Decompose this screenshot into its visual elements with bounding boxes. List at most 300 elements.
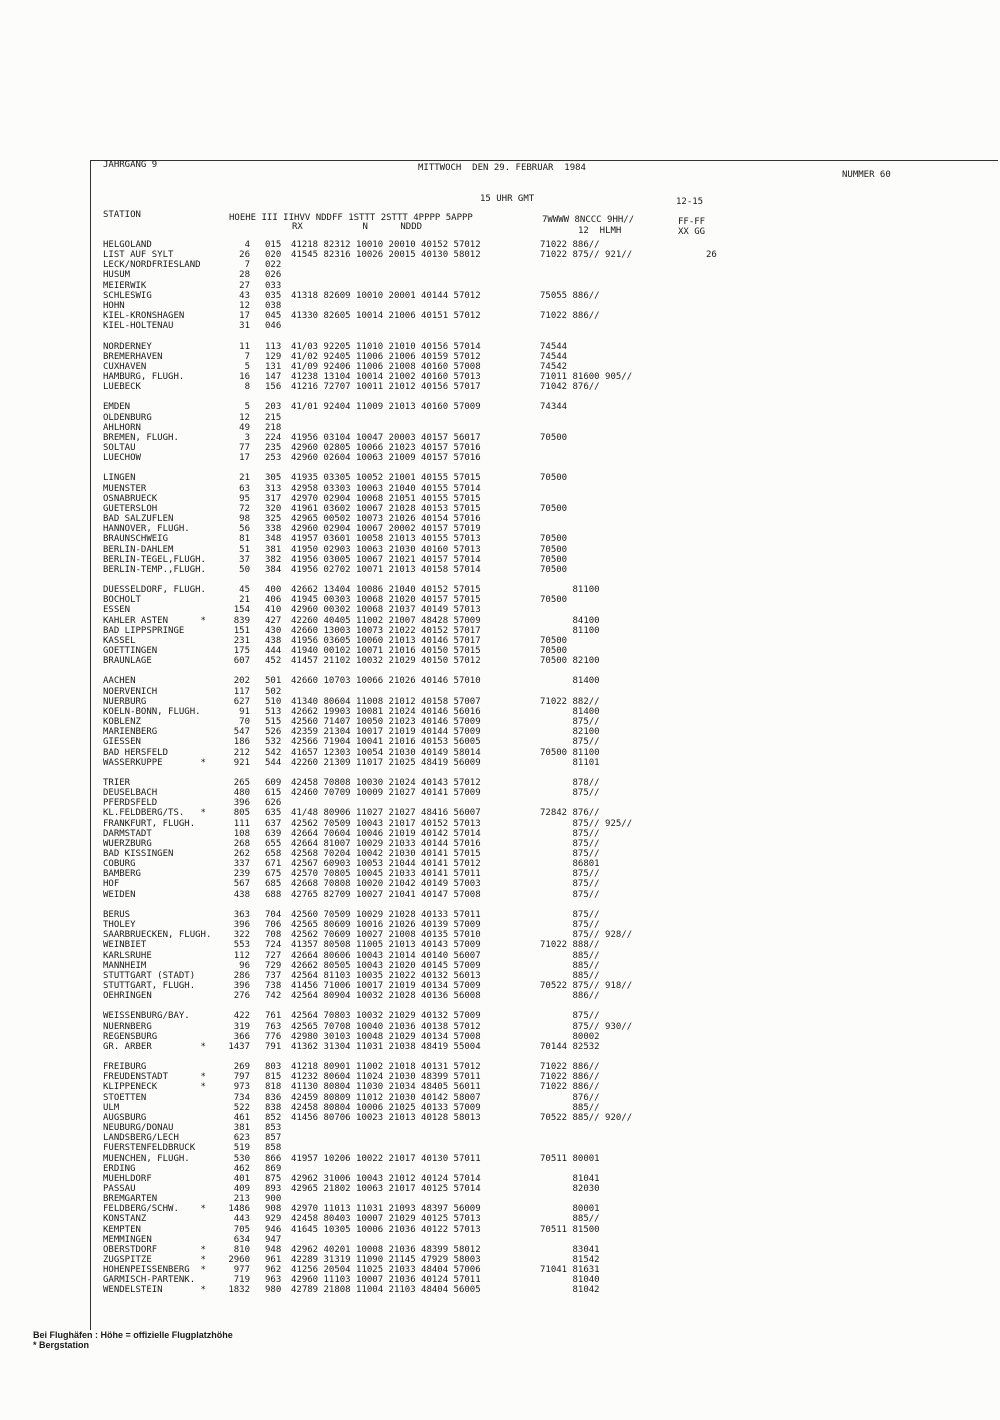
extra-groups: 70500 82100 (540, 656, 600, 667)
station-index: 542 (265, 747, 282, 758)
station-height: 27 (239, 280, 250, 291)
extra-groups: 875// (540, 849, 600, 859)
station-name: GOETTINGEN (103, 646, 158, 656)
synop-groups: 41238 13104 10014 21002 40160 57013 (291, 371, 481, 382)
station-name: OEHRINGEN (103, 991, 152, 1002)
station-height: 977 (233, 1265, 250, 1276)
table-row (0, 392, 1000, 402)
synop-groups: 42662 80505 10043 21020 40145 57009 (291, 960, 481, 971)
station-name: OBERSTDORF * (103, 1244, 206, 1255)
extra-groups: 71022 888// (540, 940, 600, 951)
table-row (0, 473, 1000, 483)
station-height: 634 (233, 1234, 250, 1245)
synop-groups: 41330 82605 10014 21006 40151 57012 (291, 311, 481, 322)
extra-groups: 81042 (540, 1285, 600, 1296)
synop-groups: 42660 10703 10066 21026 40146 57010 (291, 676, 481, 687)
extra-groups: 71022 886// (540, 1062, 600, 1073)
synop-groups: 42359 21304 10017 21019 40144 57009 (291, 727, 481, 738)
station-index: 131 (265, 361, 282, 372)
table-row (0, 1214, 1000, 1224)
table-row (0, 798, 1000, 808)
station-index: 704 (265, 909, 282, 920)
station-name: ESSEN (103, 605, 131, 616)
station-name: LINGEN (103, 473, 136, 484)
station-height: 438 (233, 889, 250, 900)
station-name: CUXHAVEN (103, 361, 147, 372)
station-name: GIESSEN (103, 737, 141, 748)
station-name: MEIERWIK (103, 280, 147, 291)
station-index: 818 (265, 1082, 282, 1093)
table-row (0, 636, 1000, 646)
station-index: 348 (265, 534, 282, 545)
synop-groups: 42458 80804 10006 21025 40133 57009 (291, 1102, 481, 1113)
station-name: FUERSTENFELDBRUCK (103, 1143, 196, 1154)
station-name: OLDENBURG (103, 412, 152, 423)
date-line: MITTWOCH DEN 29. FEBRUAR 1984 (418, 163, 586, 173)
synop-groups: 42458 80403 10007 21029 40125 57013 (291, 1214, 481, 1225)
station-name: LIST AUF SYLT (103, 250, 174, 261)
synop-groups: 42289 31319 11090 21145 47929 58003 (291, 1255, 481, 1265)
station-index: 325 (265, 514, 282, 525)
synop-groups: 42260 40405 11002 21007 48428 57009 (291, 615, 481, 626)
station-index: 305 (265, 473, 282, 484)
synop-groups: 42260 21309 11017 21025 48419 56009 (291, 757, 481, 768)
table-row (0, 1042, 1000, 1052)
synop-groups: 41/03 92205 11010 21010 40156 57014 (291, 341, 481, 352)
station-name: DEUSELBACH (103, 788, 158, 799)
station-name: GUETERSLOH (103, 503, 158, 514)
station-index: 501 (265, 676, 282, 687)
synop-groups: 42662 19903 10081 21024 40146 56016 (291, 706, 481, 717)
station-name: FRANKFURT, FLUGH. (103, 818, 196, 829)
table-row (0, 839, 1000, 849)
station-height: 11 (239, 341, 250, 352)
station-name: HOHN (103, 300, 125, 311)
extra-groups: 885// (540, 1102, 600, 1113)
table-row (0, 240, 1000, 250)
extra-groups: 885// (540, 970, 600, 981)
station-index: 908 (265, 1204, 282, 1215)
table-row (0, 453, 1000, 463)
extra-groups: 70500 (540, 534, 568, 545)
table-row (0, 463, 1000, 473)
station-name: BERLIN-DAHLEM (103, 544, 174, 555)
station-index: 384 (265, 564, 282, 575)
extra-groups: 875// (540, 920, 600, 931)
synop-groups: 42564 70803 10032 21029 40132 57009 (291, 1011, 481, 1022)
station-height: 7 (244, 351, 250, 362)
station-name: PFERDSFELD (103, 798, 158, 809)
extra-groups: 71022 886// (540, 1082, 600, 1093)
station-height: 319 (233, 1021, 250, 1032)
extra-groups: 875// (540, 879, 600, 890)
table-row (0, 504, 1000, 514)
extra-groups: 70500 (540, 595, 568, 606)
station-name: DARMSTADT (103, 828, 152, 839)
extra-groups: 81400 (540, 676, 600, 687)
synop-groups: 42459 80809 11012 21030 40142 58007 (291, 1092, 481, 1103)
station-index: 615 (265, 788, 282, 799)
code-col-header: HOEHE III IIHVV NDDFF 1STTT 2STTT 4PPPP 5APPP (229, 213, 473, 223)
table-row (0, 585, 1000, 595)
station-index: 020 (265, 250, 282, 261)
station-height: 381 (233, 1123, 250, 1134)
synop-groups: 41956 03104 10047 20003 40157 56017 (291, 432, 481, 443)
station-index: 510 (265, 696, 282, 707)
station-name: LECK/NORDFRIESLAND (103, 260, 201, 271)
synop-groups: 41961 03602 10067 21028 40153 57015 (291, 503, 481, 514)
extra-groups: 70522 875// 918// (540, 980, 633, 991)
table-row (0, 1164, 1000, 1174)
station-name: TRIER (103, 777, 131, 788)
extra-groups: 875// (540, 737, 600, 748)
table-row (0, 758, 1000, 768)
station-col-header: STATION (103, 210, 141, 220)
station-name: KAHLER ASTEN * (103, 615, 206, 626)
station-name: AUGSBURG (103, 1112, 147, 1123)
extra-groups: 81101 (540, 757, 600, 768)
station-index: 203 (265, 402, 282, 413)
station-index: 803 (265, 1062, 282, 1073)
station-index: 015 (265, 240, 282, 250)
table-row (0, 1184, 1000, 1194)
station-name: SOLTAU (103, 443, 136, 453)
station-index: 400 (265, 585, 282, 596)
synop-groups: 42962 31006 10043 21012 40124 57014 (291, 1173, 481, 1184)
station-height: 4 (244, 240, 250, 250)
table-row (0, 1235, 1000, 1245)
table-row (0, 981, 1000, 991)
station-index: 836 (265, 1092, 282, 1103)
table-row (0, 1113, 1000, 1123)
extra-groups: 886// (540, 991, 600, 1002)
station-name: STUTTGART (STADT) (103, 970, 196, 981)
synop-groups: 42664 70604 10046 21019 40142 57014 (291, 828, 481, 839)
station-height: 705 (233, 1224, 250, 1235)
station-index: 763 (265, 1021, 282, 1032)
extra-groups: 71022 886// (540, 1072, 600, 1083)
station-index: 791 (265, 1041, 282, 1052)
extra-groups: 70500 (540, 554, 568, 565)
table-row (0, 626, 1000, 636)
station-name: HELGOLAND (103, 240, 152, 250)
table-row (0, 1001, 1000, 1011)
station-height: 212 (233, 747, 250, 758)
table-row (0, 545, 1000, 555)
extra-groups: 81542 (540, 1255, 600, 1265)
station-height: 63 (239, 483, 250, 494)
station-height: 239 (233, 869, 250, 880)
station-height: 16 (239, 371, 250, 382)
table-row (0, 1194, 1000, 1204)
synop-groups: 42565 80609 10016 21026 40139 57009 (291, 920, 481, 931)
synop-groups: 42962 40201 10008 21036 48399 58012 (291, 1244, 481, 1255)
table-row (0, 737, 1000, 747)
table-row (0, 849, 1000, 859)
synop-groups: 41950 02903 10063 21030 40160 57013 (291, 544, 481, 555)
station-name: NORDERNEY (103, 341, 152, 352)
group-col-header-b: 12 HLMH (578, 226, 622, 236)
station-height: 112 (233, 950, 250, 961)
station-index: 858 (265, 1143, 282, 1154)
table-row (0, 869, 1000, 879)
station-index: 675 (265, 869, 282, 880)
station-index: 515 (265, 717, 282, 728)
station-height: 213 (233, 1194, 250, 1205)
station-index: 655 (265, 838, 282, 849)
synop-groups: 42562 70509 10043 21017 40152 57013 (291, 818, 481, 829)
extra-groups: 81400 (540, 706, 600, 717)
extra-groups: 71011 81600 905// (540, 371, 633, 382)
station-height: 45 (239, 585, 250, 596)
station-index: 893 (265, 1183, 282, 1194)
synop-groups: 41/01 92404 11009 21013 40160 57009 (291, 402, 481, 413)
station-height: 276 (233, 991, 250, 1002)
station-name: BAD HERSFELD (103, 747, 169, 758)
extra-groups: 70500 (540, 646, 568, 656)
station-index: 948 (265, 1244, 282, 1255)
extra-groups: 875// (540, 788, 600, 799)
table-row (0, 575, 1000, 585)
synop-groups: 41457 21102 10032 21029 40150 57012 (291, 656, 481, 667)
table-row (0, 707, 1000, 717)
table-row (0, 433, 1000, 443)
station-index: 761 (265, 1011, 282, 1022)
extra-groups: 70511 81500 (540, 1224, 600, 1235)
station-height: 186 (233, 737, 250, 748)
table-row (0, 829, 1000, 839)
synop-groups: 41956 02702 10071 21013 40158 57014 (291, 564, 481, 575)
station-name: NUERBURG (103, 696, 147, 707)
right-col-1: 12-15 (676, 197, 704, 207)
station-index: 513 (265, 706, 282, 717)
station-name: KLIPPENECK * (103, 1082, 206, 1093)
extra-groups: 875// 930// (540, 1021, 633, 1032)
station-index: 444 (265, 646, 282, 656)
station-name: KARLSRUHE (103, 950, 152, 961)
synop-groups: 42960 11103 10007 21036 40124 57011 (291, 1275, 481, 1286)
synop-groups: 41/48 80906 11027 21027 48416 56007 (291, 808, 481, 819)
station-height: 363 (233, 909, 250, 920)
table-row (0, 331, 1000, 341)
extra-groups: 875// (540, 909, 600, 920)
synop-groups: 41340 80604 11008 21012 40158 57007 (291, 696, 481, 707)
station-name: BRAUNSCHWEIG (103, 534, 169, 545)
table-row (0, 951, 1000, 961)
station-name: FELDBERG/SCHW. * (103, 1204, 206, 1215)
station-index: 430 (265, 625, 282, 636)
gust-value: 26 (706, 250, 717, 261)
footnote-mountain: * Bergstation (33, 1340, 90, 1350)
table-row (0, 1082, 1000, 1092)
station-name: AACHEN (103, 676, 136, 687)
station-height: 12 (239, 300, 250, 311)
table-row (0, 1225, 1000, 1235)
station-index: 875 (265, 1173, 282, 1184)
table-row (0, 352, 1000, 362)
table-row (0, 402, 1000, 412)
station-height: 17 (239, 453, 250, 464)
synop-groups: 41/02 92405 11006 21006 40159 57012 (291, 351, 481, 362)
station-name: COBURG (103, 859, 136, 870)
station-name: BRAUNLAGE (103, 656, 152, 667)
station-name: MUEHLDORF (103, 1173, 152, 1184)
station-height: 111 (233, 818, 250, 829)
synop-groups: 41456 80706 10023 21013 40128 58013 (291, 1112, 481, 1123)
table-row (0, 555, 1000, 565)
extra-groups: 84100 (540, 615, 600, 626)
right-col-3: XX GG (678, 227, 706, 237)
station-index: 046 (265, 321, 282, 332)
station-height: 627 (233, 696, 250, 707)
table-row (0, 971, 1000, 981)
table-row (0, 270, 1000, 280)
table-row (0, 1275, 1000, 1285)
synop-groups: 42789 21808 11004 21103 48404 56005 (291, 1285, 481, 1296)
station-height: 396 (233, 980, 250, 991)
station-name: STOETTEN (103, 1092, 147, 1103)
synop-groups: 42970 02904 10068 21051 40155 57015 (291, 493, 481, 504)
table-row (0, 768, 1000, 778)
table-row (0, 321, 1000, 331)
station-height: 49 (239, 422, 250, 433)
synop-groups: 41130 80804 11030 21034 48405 56011 (291, 1082, 481, 1093)
issue-number: NUMMER 60 (842, 170, 891, 180)
extra-groups: 74544 (540, 341, 568, 352)
station-name: NEUBURG/DONAU (103, 1123, 174, 1134)
synop-groups: 41945 00303 10068 21020 40157 57015 (291, 595, 481, 606)
station-name: NUERNBERG (103, 1021, 152, 1032)
station-name: MUENCHEN, FLUGH. (103, 1153, 190, 1164)
synop-groups: 41657 12303 10054 21030 40149 58014 (291, 747, 481, 758)
station-name: WEINBIET (103, 940, 147, 951)
station-index: 946 (265, 1224, 282, 1235)
station-height: 480 (233, 788, 250, 799)
extra-groups: 82100 (540, 727, 600, 738)
station-name: ZUGSPITZE * (103, 1255, 206, 1265)
station-index: 035 (265, 290, 282, 301)
station-height: 265 (233, 777, 250, 788)
synop-groups: 41357 80508 11005 21013 40143 57009 (291, 940, 481, 951)
station-height: 151 (233, 625, 250, 636)
table-row (0, 687, 1000, 697)
extra-groups: 70500 (540, 544, 568, 555)
station-height: 72 (239, 503, 250, 514)
station-name: HAMBURG, FLUGH. (103, 371, 185, 382)
station-name: GR. ARBER * (103, 1041, 206, 1052)
table-row (0, 301, 1000, 311)
station-index: 544 (265, 757, 282, 768)
table-row (0, 1103, 1000, 1113)
station-height: 797 (233, 1072, 250, 1083)
synop-groups: 42564 81103 10035 21022 40132 56013 (291, 970, 481, 981)
synop-groups: 42664 81007 10029 21033 40144 57016 (291, 838, 481, 849)
station-index: 215 (265, 412, 282, 423)
extra-groups: 80002 (540, 1031, 600, 1042)
station-height: 8 (244, 382, 250, 393)
synop-groups: 42560 70509 10029 21028 40133 57011 (291, 909, 481, 920)
station-height: 262 (233, 849, 250, 859)
station-index: 026 (265, 270, 282, 281)
station-name: WUERZBURG (103, 838, 152, 849)
station-height: 409 (233, 1183, 250, 1194)
station-height: 21 (239, 473, 250, 484)
extra-groups: 81100 (540, 585, 600, 596)
station-index: 961 (265, 1255, 282, 1265)
table-row (0, 616, 1000, 626)
station-name: BOCHOLT (103, 595, 141, 606)
extra-groups: 876// (540, 1092, 600, 1103)
station-height: 719 (233, 1275, 250, 1286)
station-height: 17 (239, 311, 250, 322)
station-height: 734 (233, 1092, 250, 1103)
synop-groups: 42662 13404 10086 21040 40152 57015 (291, 585, 481, 596)
code-col-header-b: RX N NDDD (292, 222, 423, 232)
table-row (0, 900, 1000, 910)
station-height: 973 (233, 1082, 250, 1093)
station-name: MUENSTER (103, 483, 147, 494)
table-row (0, 514, 1000, 524)
synop-groups: 42668 70808 10020 21042 40149 57003 (291, 879, 481, 890)
station-height: 547 (233, 727, 250, 738)
station-height: 530 (233, 1153, 250, 1164)
extra-groups: 70144 82532 (540, 1041, 600, 1052)
extra-groups: 875// (540, 889, 600, 900)
station-name: STUTTGART, FLUGH. (103, 980, 196, 991)
synop-groups: 42970 11013 11031 21093 48397 56009 (291, 1204, 481, 1215)
table-row (0, 250, 1000, 260)
station-height: 443 (233, 1214, 250, 1225)
extra-groups: 885// (540, 1214, 600, 1225)
table-row (0, 727, 1000, 737)
station-name: SCHLESWIG (103, 290, 152, 301)
station-height: 337 (233, 859, 250, 870)
station-index: 502 (265, 686, 282, 697)
synop-groups: 41456 71006 10017 21019 40134 57009 (291, 980, 481, 991)
station-index: 671 (265, 859, 282, 870)
table-row (0, 930, 1000, 940)
station-index: 900 (265, 1194, 282, 1205)
station-name: LANDSBERG/LECH (103, 1133, 179, 1144)
synop-groups: 41957 03601 10058 21013 40155 57013 (291, 534, 481, 545)
station-height: 91 (239, 706, 250, 717)
synop-groups: 41956 03605 10060 21013 40146 57017 (291, 635, 481, 646)
station-index: 727 (265, 950, 282, 961)
synop-groups: 41362 31304 11031 21038 48419 55004 (291, 1041, 481, 1052)
table-row (0, 1245, 1000, 1255)
station-height: 70 (239, 717, 250, 728)
station-index: 609 (265, 777, 282, 788)
station-name: WENDELSTEIN * (103, 1285, 206, 1296)
station-name: THOLEY (103, 920, 136, 931)
station-index: 320 (265, 503, 282, 514)
station-index: 635 (265, 808, 282, 819)
station-index: 706 (265, 920, 282, 931)
extra-groups: 86801 (540, 859, 600, 870)
extra-groups: 70500 (540, 473, 568, 484)
station-index: 929 (265, 1214, 282, 1225)
extra-groups: 875// (540, 1011, 600, 1022)
extra-groups: 71022 875// 921// (540, 250, 633, 261)
station-height: 21 (239, 595, 250, 606)
station-name: WASSERKUPPE * (103, 757, 206, 768)
station-index: 532 (265, 737, 282, 748)
station-height: 519 (233, 1143, 250, 1154)
station-height: 567 (233, 879, 250, 890)
extra-groups: 71042 876// (540, 382, 600, 393)
station-name: ERDING (103, 1163, 136, 1174)
station-name: BAD LIPPSPRINGE (103, 625, 185, 636)
